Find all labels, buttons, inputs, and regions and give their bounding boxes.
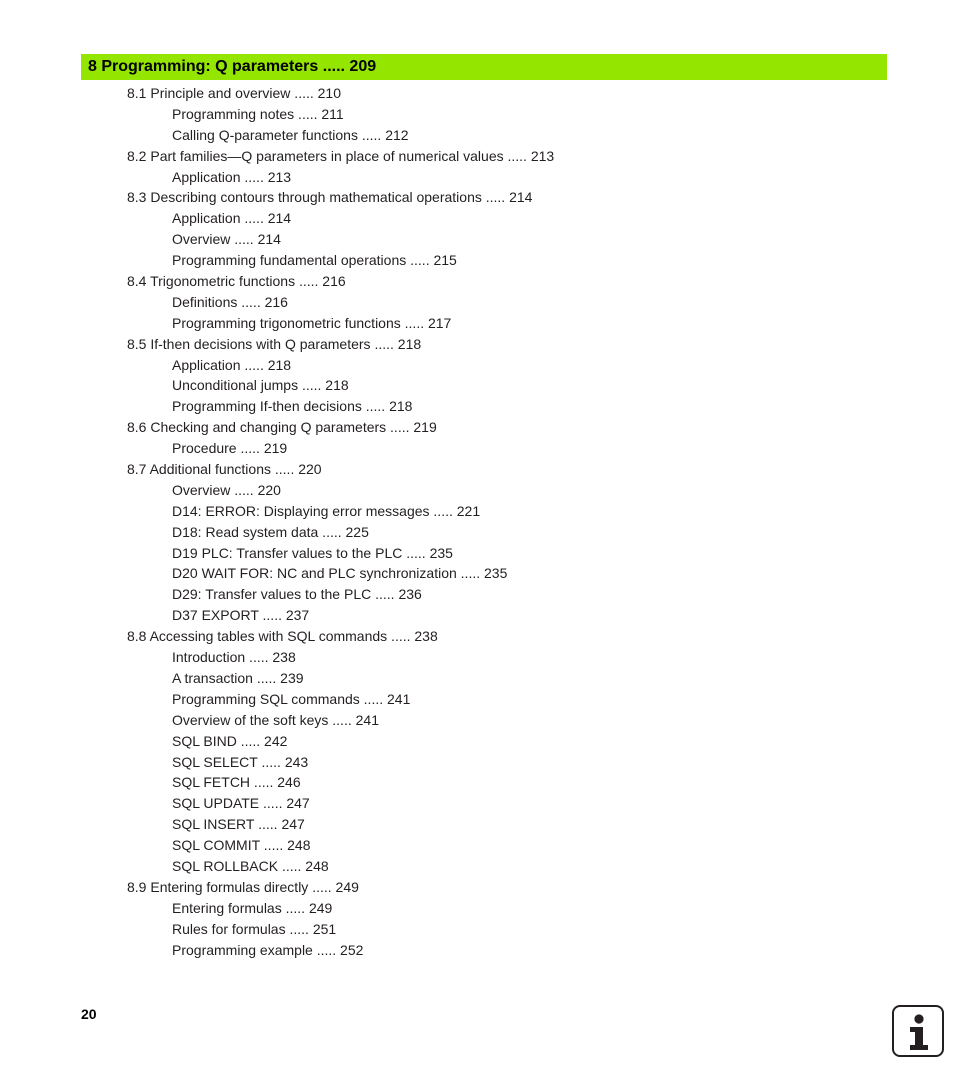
toc-subsection-entry[interactable]: SQL COMMIT ..... 248 bbox=[172, 837, 311, 854]
toc-subsection-entry[interactable]: D14: ERROR: Displaying error messages ..... 221 bbox=[172, 502, 481, 519]
toc-subsection-entry[interactable]: D19 PLC: Transfer values to the PLC ..... 235 bbox=[172, 544, 453, 561]
toc-subsection-entry[interactable]: Application ..... 214 bbox=[172, 210, 292, 227]
toc-subsection-entry[interactable]: D18: Read system data ..... 225 bbox=[172, 523, 369, 540]
toc-subsection-entry[interactable]: D20 WAIT FOR: NC and PLC synchronization ..... 235 bbox=[172, 565, 508, 582]
info-icon-graphic bbox=[894, 1007, 942, 1055]
toc-subsection-entry[interactable]: SQL ROLLBACK ..... 248 bbox=[172, 857, 329, 874]
toc-section-entry[interactable]: 8.3 Describing contours through mathematical operations ..... 214 bbox=[127, 189, 533, 206]
toc-subsection-entry[interactable]: A transaction ..... 239 bbox=[172, 669, 304, 686]
toc-subsection-entry[interactable]: Overview of the soft keys ..... 241 bbox=[172, 711, 379, 728]
toc-subsection-entry[interactable]: SQL UPDATE ..... 247 bbox=[172, 795, 310, 812]
chapter-header-bar bbox=[81, 54, 887, 80]
toc-section-entry[interactable]: 8.9 Entering formulas directly ..... 249 bbox=[127, 878, 359, 895]
toc-subsection-entry[interactable]: Calling Q-parameter functions ..... 212 bbox=[172, 126, 409, 143]
page-number: 20 bbox=[81, 1006, 97, 1022]
toc-subsection-entry[interactable]: Programming trigonometric functions ..... 217 bbox=[172, 314, 452, 331]
toc-subsection-entry[interactable]: Overview ..... 220 bbox=[172, 481, 281, 498]
toc-section-entry[interactable]: 8.6 Checking and changing Q parameters ..... 219 bbox=[127, 419, 437, 436]
toc-section-entry[interactable]: 8.1 Principle and overview ..... 210 bbox=[127, 85, 342, 101]
toc-subsection-entry[interactable]: Overview ..... 214 bbox=[172, 231, 281, 248]
toc-subsection-entry[interactable]: Procedure ..... 219 bbox=[172, 440, 288, 457]
toc-subsection-entry[interactable]: Programming SQL commands ..... 241 bbox=[172, 690, 411, 707]
info-icon bbox=[892, 1005, 944, 1057]
toc-section-entry[interactable]: 8.8 Accessing tables with SQL commands ..... 238 bbox=[127, 628, 438, 645]
toc-section-entry[interactable]: 8.4 Trigonometric functions ..... 216 bbox=[127, 273, 346, 290]
toc-subsection-entry[interactable]: Rules for formulas ..... 251 bbox=[172, 920, 337, 937]
toc-subsection-entry[interactable]: Programming notes ..... 211 bbox=[172, 105, 344, 122]
toc-subsection-entry[interactable]: Programming fundamental operations ..... 215 bbox=[172, 252, 457, 269]
toc-section-entry[interactable]: 8.2 Part families—Q parameters in place of numerical values ..... 213 bbox=[127, 147, 555, 164]
toc-section-entry[interactable]: 8.5 If-then decisions with Q parameters ..... 218 bbox=[127, 335, 422, 352]
toc-subsection-entry[interactable]: Application ..... 213 bbox=[172, 168, 292, 185]
toc-subsection-entry[interactable]: SQL SELECT ..... 243 bbox=[172, 753, 309, 770]
toc-subsection-entry[interactable]: Introduction ..... 238 bbox=[172, 649, 296, 666]
toc-subsection-entry[interactable]: Programming If-then decisions ..... 218 bbox=[172, 398, 413, 415]
toc-subsection-entry[interactable]: SQL FETCH ..... 246 bbox=[172, 774, 301, 791]
toc-subsection-entry[interactable]: Definitions ..... 216 bbox=[172, 293, 288, 310]
toc-subsection-entry[interactable]: D37 EXPORT ..... 237 bbox=[172, 607, 310, 624]
toc-subsection-entry[interactable]: D29: Transfer values to the PLC ..... 236 bbox=[172, 586, 422, 603]
toc-subsection-entry[interactable]: Unconditional jumps ..... 218 bbox=[172, 377, 349, 394]
table-of-contents bbox=[0, 83, 954, 960]
toc-section-entry[interactable]: 8.7 Additional functions ..... 220 bbox=[127, 461, 322, 478]
chapter-title: 8 Programming: Q parameters ..... 209 bbox=[88, 58, 377, 75]
toc-subsection-entry[interactable]: Entering formulas ..... 249 bbox=[172, 899, 333, 916]
toc-subsection-entry[interactable]: Programming example ..... 252 bbox=[172, 941, 364, 958]
toc-subsection-entry[interactable]: SQL BIND ..... 242 bbox=[172, 732, 288, 749]
toc-subsection-entry[interactable]: SQL INSERT ..... 247 bbox=[172, 816, 305, 833]
toc-subsection-entry[interactable]: Application ..... 218 bbox=[172, 356, 292, 373]
